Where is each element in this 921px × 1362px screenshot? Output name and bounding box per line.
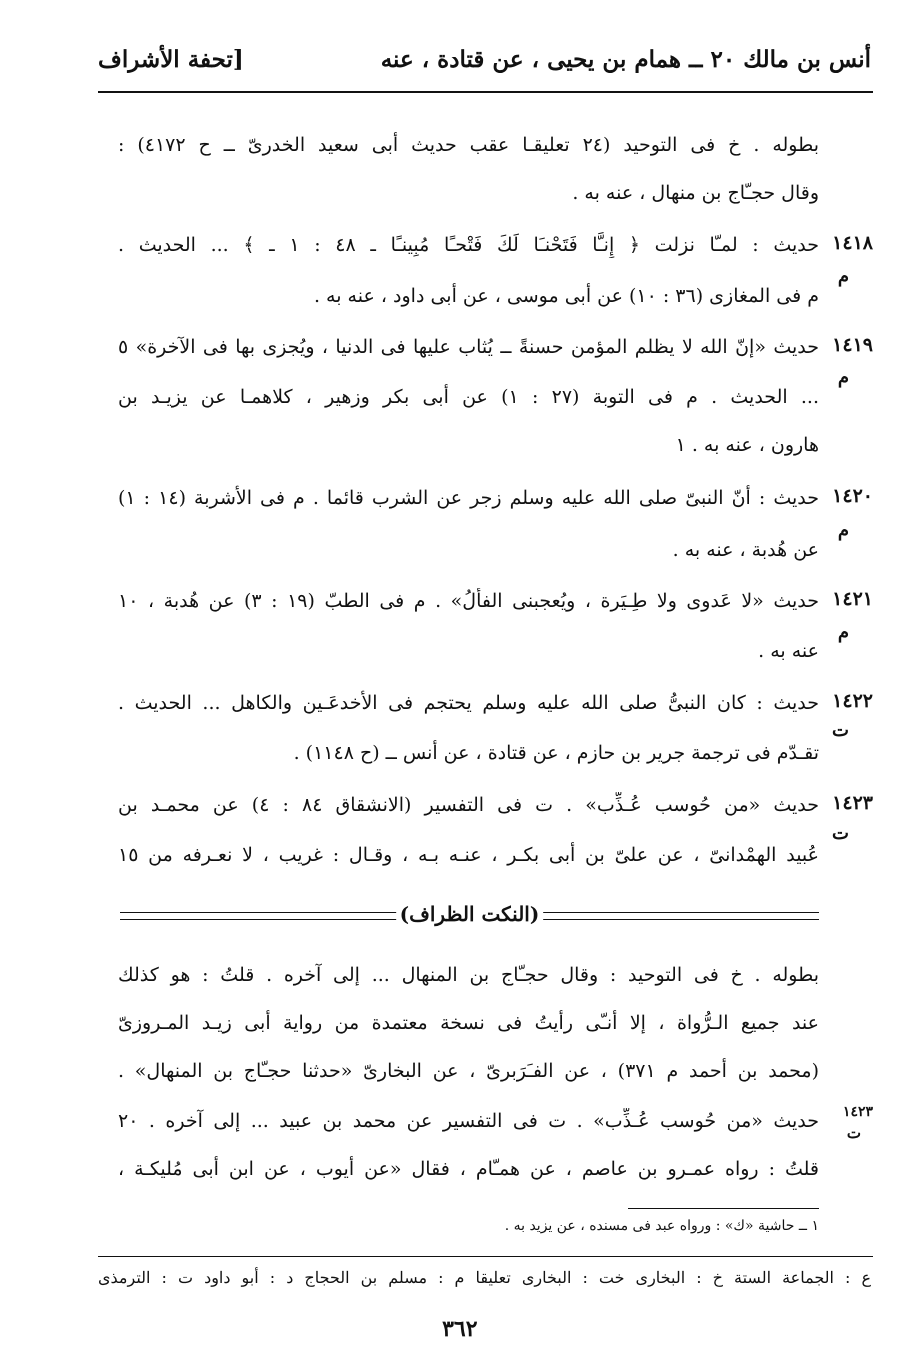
hadith-number: ١٤٢٠	[832, 485, 873, 507]
source-siglum: م	[837, 367, 849, 388]
text-line: حديث «من حُوسب عُـذِّب» . ت فى التفسير عن محمد بن عبيد ... إلى آخره . ٢٠	[118, 1110, 819, 1132]
source-siglum: م	[837, 266, 849, 287]
hadith-number: ١٤١٩	[832, 334, 873, 356]
text-line: عنه به .	[758, 640, 819, 662]
text-line: تقـدّم فى ترجمة جرير بن حازم ، عن قتادة ، عن أنس ــ (ح ١١٤٨) .	[293, 742, 819, 764]
text-line: عن هُدبة ، عنه به .	[672, 539, 819, 561]
nukat-divider	[120, 902, 819, 932]
text-line: عُبيد الهمْدانىّ ، عن علىّ بن أبى بكـر ، عنـه بـه ، وقـال : غريب ، لا نعـرفه من ١٥	[118, 844, 819, 866]
text-line: حديث : أنّ النبىّ صلى الله عليه وسلم زجر عن الشرب قائما . م فى الأشربة (١٤ : ١)	[118, 487, 819, 509]
text-line: هارون ، عنه به . ١	[675, 434, 819, 456]
text-line: م فى المغازى (٣٦ : ١٠) عن أبى موسى ، عن أبى داود ، عنه به .	[313, 285, 819, 307]
page-number: ٣٦٢	[442, 1316, 478, 1342]
hadith-number: ١٤٢٣	[842, 1104, 873, 1120]
running-header-book: [تحفة الأشراف	[98, 46, 244, 73]
text-line: حديث «إنّ الله لا يظلم المؤمن حسنةً ــ يُثاب عليها فى الدنيا ، ويُجزى بها فى الآخرة» ٥	[118, 336, 819, 358]
source-siglum: ت	[832, 720, 849, 741]
hadith-number: ١٤٢١	[832, 588, 873, 610]
text-line: حديث : كان النبىُّ صلى الله عليه وسلم يحتجم فى الأخدعَـين والكاهل ... الحديث .	[118, 692, 819, 714]
text-line: بطوله . خ فى التوحيد : وقال حجـّاج بن المنهال ... إلى آخره . قلتُ : هو كذلك	[118, 964, 819, 986]
text-line: (محمد بن أحمد م ٣٧١) ، عن الفـَرَبرىّ ، عن البخارىّ «حدثنا حجـّاج بن المنهال» .	[118, 1060, 819, 1082]
section-heading: (النكت الظراف)	[396, 902, 544, 926]
footnote: ١ ــ حاشية «ك» : ورواه عبد فى مسنده ، عن يزيد به .	[504, 1218, 819, 1234]
running-header-title: أنس بن مالك ٢٠ ــ همام بن يحيى ، عن قتادة ، عنه	[380, 46, 871, 73]
hadith-number: ١٤٢٢	[832, 690, 873, 712]
footnote-rule	[628, 1208, 819, 1209]
hadith-number: ١٤١٨	[832, 232, 873, 254]
text-line: حديث «من حُوسب عُـذِّب» . ت فى التفسير (الانشقاق ٨٤ : ٤) عن محمـد بن	[118, 794, 819, 816]
text-line: ... الحديث . م فى التوبة (٢٧ : ١) عن أبى بكر وزهير ، كلاهمـا عن يزيـد بن	[118, 386, 819, 408]
abbreviation-key: ع : الجماعة الستة خ : البخارى خت : البخارى تعليقا م : مسلم بن الحجاج د : أبو داود ت : الترمذى	[98, 1268, 871, 1287]
text-line: قلتُ : رواه عمـرو بن عاصم ، عن همـّام ، فقال «عن أيوب ، عن ابن أبى مُليكـة ،	[118, 1158, 819, 1180]
text-line: حديث «لا عَدوى ولا طِـيَرة ، ويُعجبنى الفألُ» . م فى الطبّ (١٩ : ٣) عن هُدبة ، ١٠	[118, 590, 819, 612]
text-line: وقال حجـّاج بن منهال ، عنه به .	[572, 182, 819, 204]
footer-rule	[98, 1256, 873, 1257]
source-siglum: ت	[846, 1124, 861, 1142]
text-line: عند جميع الـرُّواة ، إلا أنـّى رأيتُ فى نسخة معتمدة من رواية أبى زيـد المـروزىّ	[118, 1012, 819, 1034]
source-siglum: ت	[832, 823, 849, 844]
source-siglum: م	[837, 622, 849, 643]
hadith-number: ١٤٢٣	[832, 792, 873, 814]
text-line: بطوله . خ فى التوحيد (٢٤ تعليقـا عقب حديث أبى سعيد الخدرىّ ــ ح ٤١٧٢) :	[118, 134, 819, 156]
header-rule	[98, 91, 873, 93]
divider-rule-left	[120, 912, 407, 920]
divider-rule-right	[532, 912, 819, 920]
text-line: حديث : لمـّا نزلت ﴿ إِنـَّا فَتَحْنـَا لَكَ فَتْحـًا مُبِينـًا ـ ٤٨ : ١ ـ ﴾ ... الحديث .	[118, 234, 819, 256]
source-siglum: م	[837, 520, 849, 541]
